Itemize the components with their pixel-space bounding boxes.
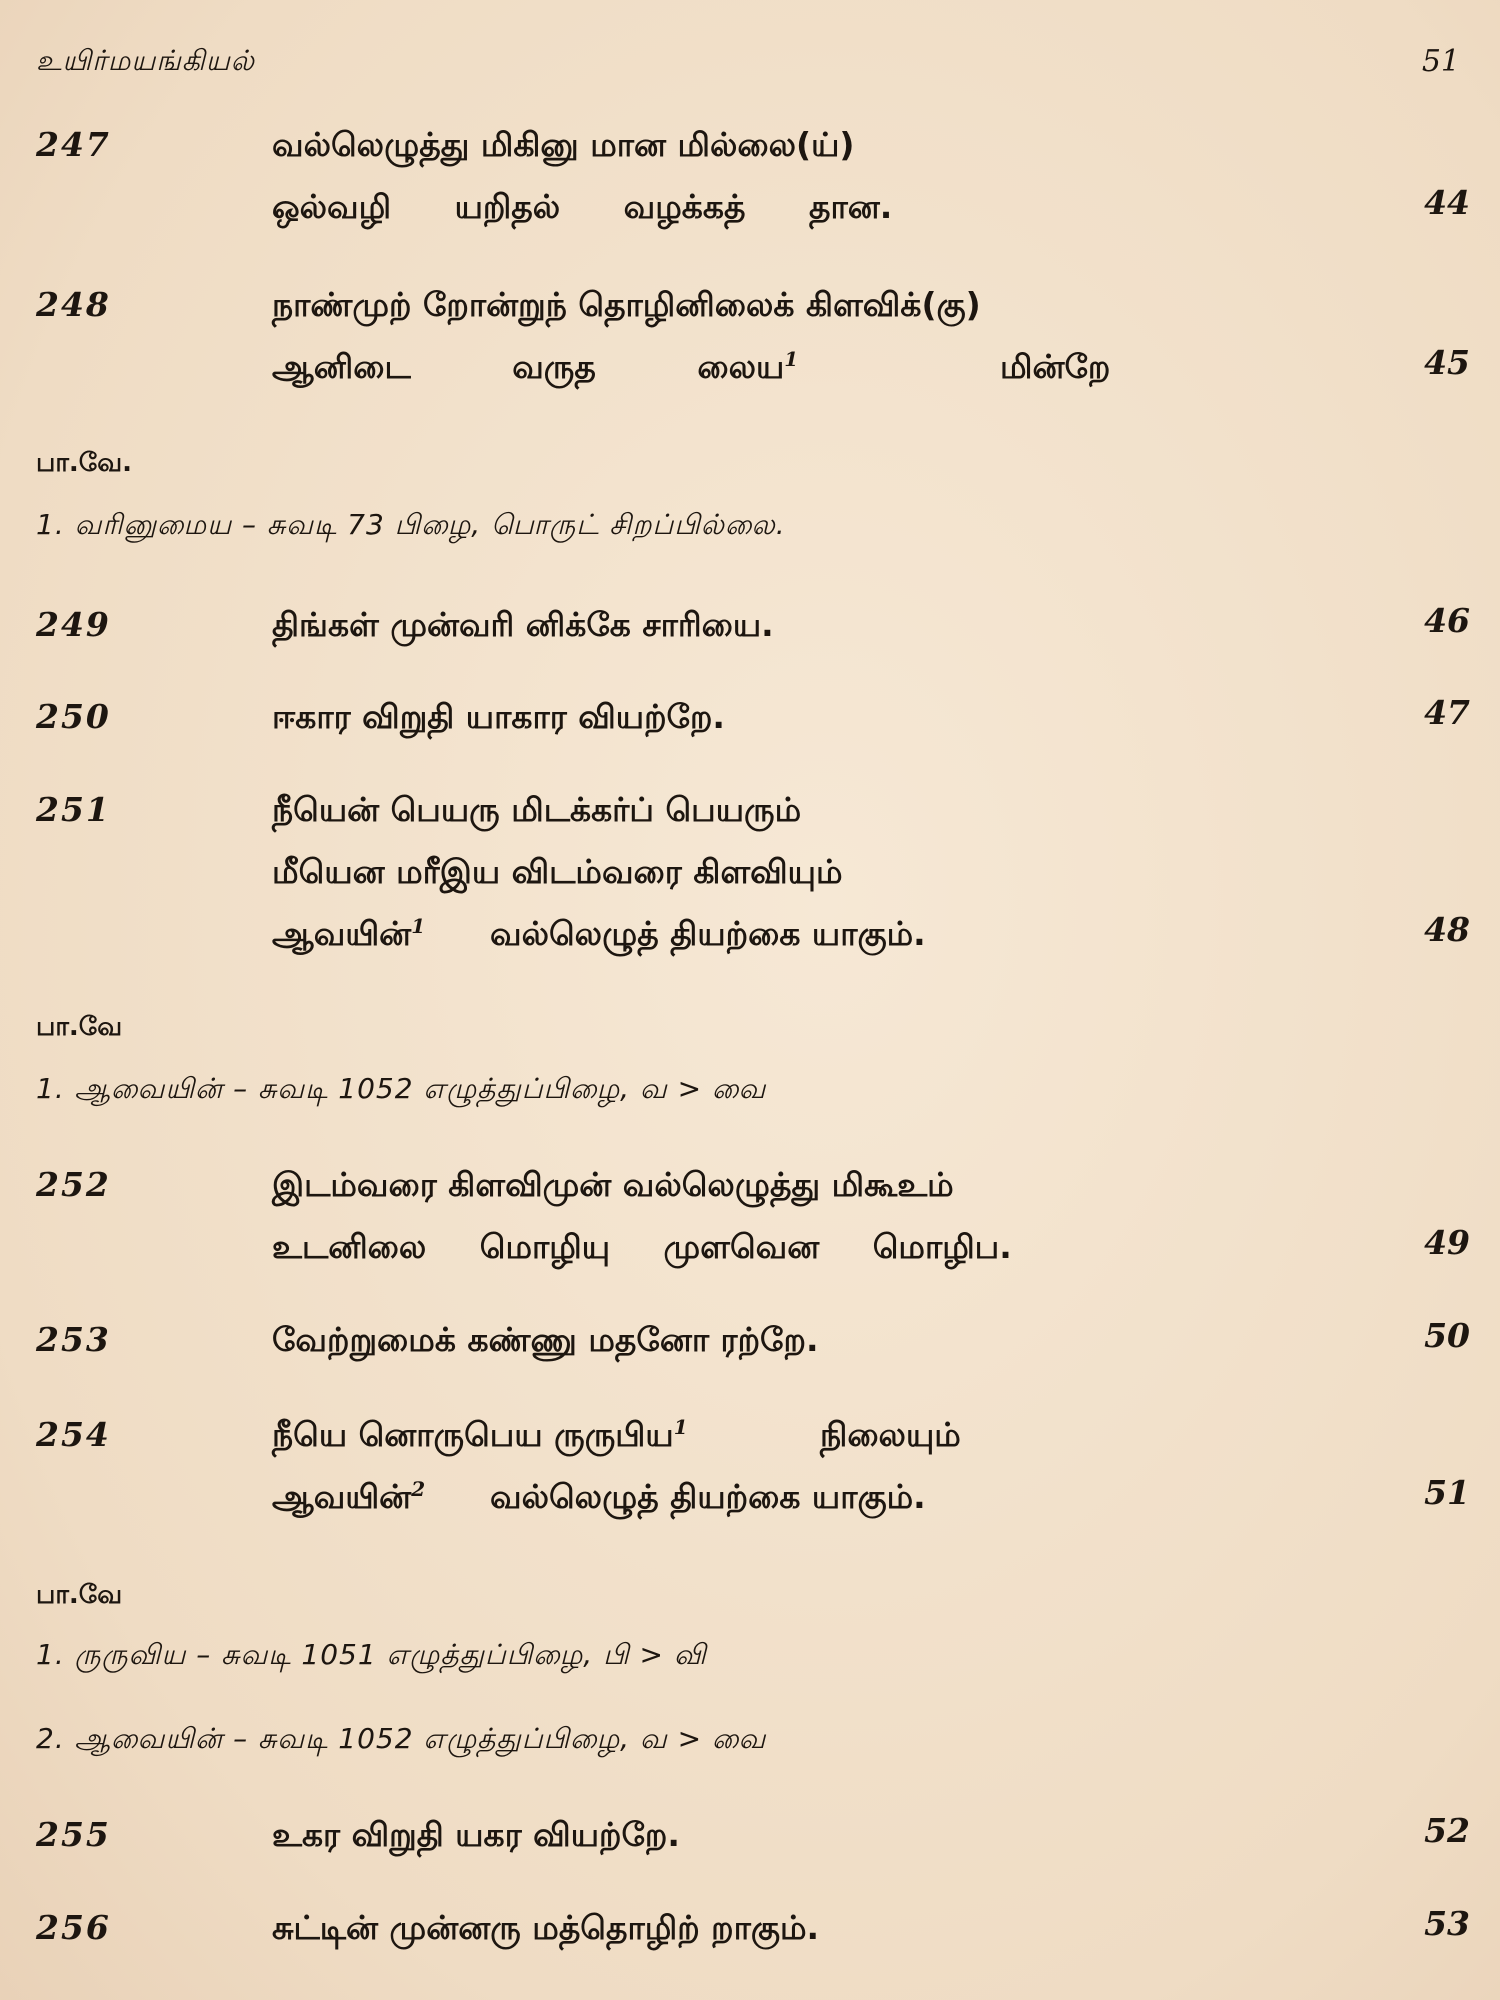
verse-number: 256 [36,1908,111,1947]
verse-number: 249 [36,605,111,644]
sutra-number: 53 [1424,1904,1470,1943]
footnote-mark: 1 [411,914,426,938]
verse-line: வல்லெழுத்து மிகினு மான மில்லை(ய்) [272,125,855,164]
sutra-number: 47 [1424,693,1470,732]
verse-line: ஆனிடை வருத லைய$^1$ [272,347,799,386]
verse-line: நாண்முற் றோன்றுந் தொழினிலைக் கிளவிக்(கு) [272,285,981,324]
sutra-number: 51 [1424,1473,1470,1512]
sutra-number: 49 [1424,1223,1470,1262]
sutra-number: 52 [1424,1811,1470,1850]
verse-line-tail: மின்றே [1000,347,1111,386]
verse-line-tail: வல்லெழுத் தியற்கை யாகும். [490,1477,926,1516]
variant-note: 1. ருருவிய – சுவடி 1051 எழுத்துப்பிழை, பி > வி [36,1638,707,1671]
sutra-number: 46 [1424,601,1470,640]
verse-number: 252 [36,1165,111,1204]
verse-number: 254 [36,1415,111,1454]
footnote-mark: 2 [411,1477,426,1501]
verse-line: ஈகார விறுதி யாகார வியற்றே. [272,697,725,736]
verse-line: ஆவயின்$^1$ [272,914,426,953]
verse-line: வேற்றுமைக் கண்ணு மதனோ ரற்றே. [272,1320,819,1359]
sutra-number: 44 [1424,183,1470,222]
verse-line: உகர விறுதி யகர வியற்றே. [272,1815,680,1854]
verse-line: ஒல்வழி யறிதல் வழக்கத் தான. [272,187,893,226]
variant-heading: பா.வே. [36,448,133,478]
variant-heading: பா.வே [36,1012,123,1042]
verse-number: 251 [36,790,111,829]
verse-line: ஆவயின்$^2$ [272,1477,426,1516]
chapter-title: உயிர்மயங்கியல் [36,44,256,77]
verse-line: இடம்வரை கிளவிமுன் வல்லெழுத்து மிகூஉம் [272,1165,954,1204]
footnote-mark: 1 [673,1415,688,1439]
variant-note: 2. ஆவையின் – சுவடி 1052 எழுத்துப்பிழை, வ > வை [36,1722,767,1755]
footnote-mark: 1 [784,347,799,371]
verse-line: உடனிலை மொழியு முளவென மொழிப. [272,1227,1012,1266]
verse-line: நீயெ னொருபெய ருருபிய$^1$ [272,1415,688,1454]
verse-line-tail: நிலையும் [820,1415,961,1454]
verse-line: நீயென் பெயரு மிடக்கர்ப் பெயரும் [272,790,802,829]
verse-number: 255 [36,1815,111,1854]
sutra-number: 45 [1424,343,1470,382]
sutra-number: 50 [1424,1316,1470,1355]
variant-note: 1. ஆவையின் – சுவடி 1052 எழுத்துப்பிழை, வ > வை [36,1072,767,1105]
verse-line: மீயென மரீஇய விடம்வரை கிளவியும் [272,852,843,891]
variant-heading: பா.வே [36,1580,123,1610]
verse-number: 247 [36,125,111,164]
verse-number: 253 [36,1320,111,1359]
page-number: 51 [1421,44,1460,79]
verse-number: 248 [36,285,111,324]
verse-number: 250 [36,697,111,736]
verse-line: திங்கள் முன்வரி னிக்கே சாரியை. [272,605,774,644]
verse-line-tail: வல்லெழுத் தியற்கை யாகும். [490,914,926,953]
sutra-number: 48 [1424,910,1470,949]
variant-note: 1. வரினுமைய – சுவடி 73 பிழை, பொருட் சிறப்பில்லை. [36,508,786,541]
verse-line: சுட்டின் முன்னரு மத்தொழிற் றாகும். [272,1908,820,1947]
page-header [36,44,1460,84]
